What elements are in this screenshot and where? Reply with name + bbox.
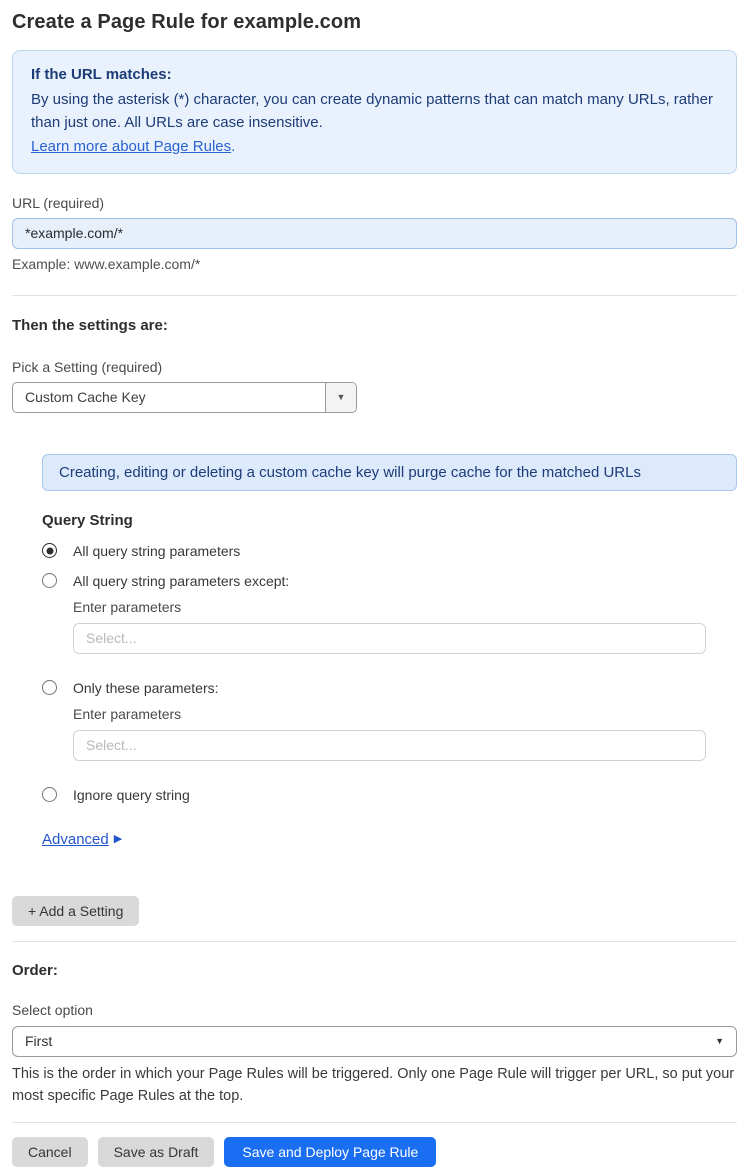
order-select[interactable] [12, 1026, 737, 1057]
radio-option-only-these [42, 680, 737, 696]
info-box-body: By using the asterisk (*) character, you can create dynamic patterns that can match many URLs, rather than just one. All URLs are case insensitive. [31, 90, 713, 132]
enter-parameters-label: Enter parameters [73, 598, 182, 615]
order-heading: Order: [12, 961, 58, 979]
only-these-parameters-field [73, 706, 737, 761]
radio-label: All query string parameters except: [73, 572, 290, 589]
info-box-heading: If the URL matches: [31, 66, 172, 83]
save-and-deploy-button[interactable]: Save and Deploy Page Rule [224, 1137, 436, 1167]
advanced-link-text: Advanced [42, 830, 109, 848]
radio-label: Ignore query string [73, 786, 190, 803]
url-match-info-box [12, 50, 737, 174]
divider [12, 1122, 737, 1123]
radio-button-all-except[interactable] [42, 573, 57, 588]
link-suffix: . [231, 138, 236, 156]
url-example-text: Example: www.example.com/* [12, 255, 201, 272]
cancel-button[interactable]: Cancel [12, 1137, 88, 1167]
save-as-draft-button[interactable]: Save as Draft [98, 1137, 215, 1167]
order-select-value: First [25, 1033, 53, 1050]
radio-button-ignore-qs[interactable] [42, 787, 57, 802]
all-except-parameters-field [73, 599, 737, 654]
learn-more-link[interactable]: Learn more about Page Rules [31, 138, 232, 156]
radio-option-all-params [42, 543, 737, 559]
setting-select[interactable] [12, 382, 357, 413]
query-string-heading: Query String [42, 511, 133, 529]
divider [12, 941, 737, 942]
radio-option-all-except [42, 573, 737, 589]
enter-parameters-label: Enter parameters [73, 705, 182, 722]
pick-setting-label: Pick a Setting (required) [12, 358, 163, 375]
advanced-link[interactable] [42, 831, 122, 848]
order-select-label: Select option [12, 1001, 93, 1018]
purge-cache-notice: Creating, editing or deleting a custom cache key will purge cache for the matched URLs [42, 454, 737, 491]
form-actions [12, 1137, 737, 1167]
setting-select-arrow-button[interactable] [325, 383, 356, 412]
setting-select-value: Custom Cache Key [25, 389, 146, 406]
radio-button-only-these[interactable] [42, 680, 57, 695]
caret-down-icon: ▼ [715, 1035, 724, 1046]
caret-right-icon: ▶ [113, 832, 123, 845]
caret-down-icon: ▼ [336, 391, 346, 402]
divider [12, 295, 737, 296]
url-input[interactable] [12, 218, 737, 249]
only-parameters-input[interactable] [73, 730, 706, 761]
order-help-text: This is the order in which your Page Rules will be triggered. Only one Page Rule will trigger per URL, so put your most specific Page Rules at the top. [12, 1065, 735, 1104]
radio-button-all-params[interactable] [42, 543, 57, 558]
radio-label: Only these parameters: [73, 679, 219, 696]
settings-section-heading: Then the settings are: [12, 316, 168, 334]
custom-cache-key-settings [42, 454, 737, 849]
radio-option-ignore-qs [42, 787, 737, 803]
add-setting-button[interactable]: + Add a Setting [12, 896, 139, 926]
url-field-label: URL (required) [12, 194, 105, 211]
page-title: Create a Page Rule for example.com [12, 11, 362, 33]
radio-label: All query string parameters [73, 542, 241, 559]
except-parameters-input[interactable] [73, 623, 706, 654]
